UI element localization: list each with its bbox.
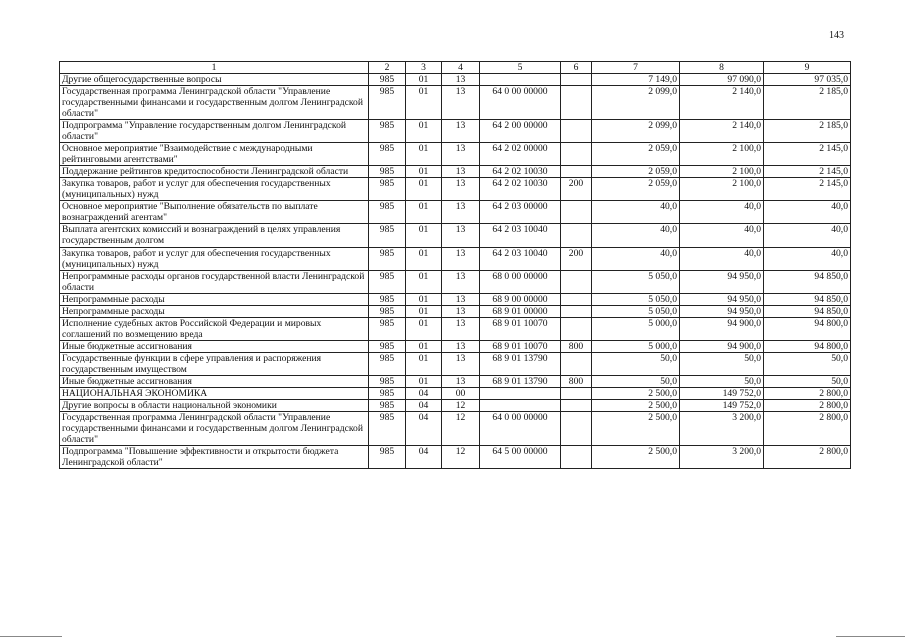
row-value-cell: 2 500,0 <box>592 446 680 469</box>
row-value-cell <box>561 305 592 317</box>
row-value-cell: 5 000,0 <box>592 340 680 352</box>
row-value-cell: 2 140,0 <box>680 86 764 120</box>
table-row <box>60 399 851 411</box>
row-value-cell: 40,0 <box>592 224 680 247</box>
row-value-cell: 13 <box>442 305 480 317</box>
row-value-cell: 01 <box>406 224 442 247</box>
row-value-cell: 2 099,0 <box>592 86 680 120</box>
row-name-cell: Другие вопросы в области национальной экономики <box>60 399 369 411</box>
row-value-cell: 01 <box>406 74 442 86</box>
row-value-cell: 68 9 01 10070 <box>480 317 561 340</box>
row-value-cell <box>561 224 592 247</box>
row-value-cell: 2 145,0 <box>764 143 851 166</box>
table-row <box>60 143 851 166</box>
row-name-cell: Непрограммные расходы <box>60 305 369 317</box>
row-value-cell: 985 <box>369 270 406 293</box>
row-value-cell: 50,0 <box>592 352 680 375</box>
row-value-cell: 01 <box>406 340 442 352</box>
row-name-cell: Подпрограмма "Повышение эффективности и открытости бюджета Ленинградской области" <box>60 446 369 469</box>
row-value-cell: 2 145,0 <box>764 166 851 178</box>
row-name-cell: Выплата агентских комиссий и вознаграждений в целях управления государственным долгом <box>60 224 369 247</box>
row-value-cell: 985 <box>369 446 406 469</box>
row-value-cell: 13 <box>442 166 480 178</box>
row-value-cell <box>561 143 592 166</box>
row-name-cell: Поддержание рейтингов кредитоспособности Ленинградской области <box>60 166 369 178</box>
col-header: 5 <box>480 62 561 74</box>
row-value-cell: 94 900,0 <box>680 340 764 352</box>
row-value-cell <box>561 86 592 120</box>
row-value-cell: 94 950,0 <box>680 305 764 317</box>
row-value-cell: 01 <box>406 305 442 317</box>
col-header: 6 <box>561 62 592 74</box>
row-value-cell: 13 <box>442 74 480 86</box>
row-value-cell: 985 <box>369 201 406 224</box>
row-value-cell: 985 <box>369 352 406 375</box>
row-value-cell: 01 <box>406 352 442 375</box>
row-value-cell: 64 5 00 00000 <box>480 446 561 469</box>
row-value-cell: 64 2 02 10030 <box>480 166 561 178</box>
row-value-cell: 985 <box>369 293 406 305</box>
table-row <box>60 166 851 178</box>
row-value-cell: 64 0 00 00000 <box>480 86 561 120</box>
table-body <box>60 74 851 469</box>
col-header: 8 <box>680 62 764 74</box>
row-value-cell: 50,0 <box>592 375 680 387</box>
row-value-cell: 64 2 02 10030 <box>480 178 561 201</box>
col-header: 3 <box>406 62 442 74</box>
row-value-cell <box>480 74 561 86</box>
row-value-cell: 68 0 00 00000 <box>480 270 561 293</box>
row-value-cell: 01 <box>406 317 442 340</box>
row-name-cell: Государственные функции в сфере управления и распоряжения государственным имуществом <box>60 352 369 375</box>
row-value-cell: 64 2 03 00000 <box>480 201 561 224</box>
row-value-cell: 50,0 <box>764 375 851 387</box>
row-name-cell: Государственная программа Ленинградской области "Управление государственными финансами и государственным долгом Ленинградской области" <box>60 411 369 445</box>
row-value-cell: 3 200,0 <box>680 446 764 469</box>
budget-table <box>59 61 851 469</box>
row-value-cell: 01 <box>406 120 442 143</box>
row-value-cell: 800 <box>561 375 592 387</box>
row-value-cell: 13 <box>442 375 480 387</box>
col-header: 4 <box>442 62 480 74</box>
row-value-cell: 2 500,0 <box>592 411 680 445</box>
row-value-cell: 13 <box>442 270 480 293</box>
row-value-cell: 2 100,0 <box>680 166 764 178</box>
row-name-cell: Подпрограмма "Управление государственным долгом Ленинградской области" <box>60 120 369 143</box>
row-value-cell: 40,0 <box>680 247 764 270</box>
row-value-cell: 5 050,0 <box>592 270 680 293</box>
row-value-cell: 68 9 01 13790 <box>480 375 561 387</box>
row-value-cell: 200 <box>561 247 592 270</box>
row-value-cell: 13 <box>442 317 480 340</box>
row-value-cell: 04 <box>406 387 442 399</box>
row-value-cell: 985 <box>369 305 406 317</box>
row-value-cell: 64 0 00 00000 <box>480 411 561 445</box>
row-value-cell: 68 9 00 00000 <box>480 293 561 305</box>
row-value-cell <box>561 270 592 293</box>
row-value-cell: 2 059,0 <box>592 178 680 201</box>
row-value-cell: 01 <box>406 270 442 293</box>
table-row <box>60 446 851 469</box>
table-row <box>60 387 851 399</box>
row-value-cell: 68 9 01 13790 <box>480 352 561 375</box>
row-value-cell: 00 <box>442 387 480 399</box>
row-value-cell: 01 <box>406 201 442 224</box>
row-name-cell: Непрограммные расходы <box>60 293 369 305</box>
row-value-cell: 13 <box>442 178 480 201</box>
row-value-cell: 04 <box>406 446 442 469</box>
row-value-cell: 04 <box>406 411 442 445</box>
row-value-cell: 97 035,0 <box>764 74 851 86</box>
row-value-cell: 2 800,0 <box>764 446 851 469</box>
row-name-cell: Закупка товаров, работ и услуг для обеспечения государственных (муниципальных) нужд <box>60 178 369 201</box>
row-value-cell: 5 050,0 <box>592 305 680 317</box>
row-value-cell: 13 <box>442 86 480 120</box>
row-value-cell: 97 090,0 <box>680 74 764 86</box>
row-value-cell: 01 <box>406 178 442 201</box>
row-value-cell: 149 752,0 <box>680 387 764 399</box>
row-value-cell: 13 <box>442 340 480 352</box>
row-value-cell: 94 800,0 <box>764 317 851 340</box>
row-name-cell: Другие общегосударственные вопросы <box>60 74 369 86</box>
row-value-cell: 2 500,0 <box>592 387 680 399</box>
scan-edge-line <box>0 636 62 637</box>
row-name-cell: Закупка товаров, работ и услуг для обеспечения государственных (муниципальных) нужд <box>60 247 369 270</box>
row-value-cell: 13 <box>442 293 480 305</box>
row-value-cell: 985 <box>369 411 406 445</box>
row-value-cell: 40,0 <box>764 201 851 224</box>
table-row <box>60 375 851 387</box>
row-value-cell: 01 <box>406 86 442 120</box>
row-value-cell: 2 100,0 <box>680 143 764 166</box>
row-value-cell: 01 <box>406 143 442 166</box>
row-value-cell: 7 149,0 <box>592 74 680 86</box>
row-value-cell <box>561 399 592 411</box>
row-value-cell: 04 <box>406 399 442 411</box>
row-value-cell: 01 <box>406 247 442 270</box>
row-value-cell: 94 850,0 <box>764 305 851 317</box>
table-header-row <box>60 62 851 74</box>
row-value-cell <box>561 317 592 340</box>
table-row <box>60 352 851 375</box>
table-row <box>60 224 851 247</box>
row-value-cell: 2 100,0 <box>680 178 764 201</box>
row-value-cell: 64 2 02 00000 <box>480 143 561 166</box>
row-value-cell: 2 140,0 <box>680 120 764 143</box>
row-value-cell: 200 <box>561 178 592 201</box>
row-value-cell: 2 500,0 <box>592 399 680 411</box>
row-name-cell: Исполнение судебных актов Российской Федерации и мировых соглашений по возмещению вреда <box>60 317 369 340</box>
row-value-cell: 2 800,0 <box>764 387 851 399</box>
row-value-cell <box>561 293 592 305</box>
row-value-cell: 40,0 <box>680 201 764 224</box>
row-value-cell <box>561 411 592 445</box>
row-value-cell: 985 <box>369 340 406 352</box>
row-value-cell: 13 <box>442 352 480 375</box>
row-value-cell: 2 059,0 <box>592 166 680 178</box>
row-value-cell: 50,0 <box>764 352 851 375</box>
row-value-cell: 2 145,0 <box>764 178 851 201</box>
row-value-cell: 12 <box>442 399 480 411</box>
row-value-cell: 985 <box>369 247 406 270</box>
row-value-cell: 01 <box>406 375 442 387</box>
table-row <box>60 293 851 305</box>
row-value-cell <box>480 399 561 411</box>
row-value-cell <box>561 120 592 143</box>
row-value-cell: 985 <box>369 166 406 178</box>
row-value-cell: 2 800,0 <box>764 411 851 445</box>
row-value-cell: 64 2 00 00000 <box>480 120 561 143</box>
col-header: 2 <box>369 62 406 74</box>
row-name-cell: Иные бюджетные ассигнования <box>60 340 369 352</box>
row-value-cell: 64 2 03 10040 <box>480 224 561 247</box>
row-value-cell: 985 <box>369 74 406 86</box>
row-value-cell: 985 <box>369 375 406 387</box>
row-value-cell: 13 <box>442 224 480 247</box>
row-value-cell <box>561 166 592 178</box>
row-value-cell: 01 <box>406 166 442 178</box>
row-value-cell: 94 850,0 <box>764 270 851 293</box>
row-value-cell: 13 <box>442 201 480 224</box>
row-value-cell: 985 <box>369 178 406 201</box>
table-row <box>60 411 851 445</box>
col-header: 1 <box>60 62 369 74</box>
row-value-cell: 40,0 <box>592 247 680 270</box>
row-value-cell: 12 <box>442 411 480 445</box>
row-value-cell: 5 050,0 <box>592 293 680 305</box>
table-row <box>60 317 851 340</box>
row-value-cell: 3 200,0 <box>680 411 764 445</box>
table-row <box>60 74 851 86</box>
row-value-cell: 50,0 <box>680 375 764 387</box>
row-value-cell <box>561 201 592 224</box>
page-number: 143 <box>829 30 844 41</box>
row-value-cell: 13 <box>442 120 480 143</box>
row-value-cell: 12 <box>442 446 480 469</box>
table-row <box>60 86 851 120</box>
table-row <box>60 270 851 293</box>
row-value-cell: 94 850,0 <box>764 293 851 305</box>
row-value-cell: 2 059,0 <box>592 143 680 166</box>
row-value-cell: 985 <box>369 387 406 399</box>
row-name-cell: Основное мероприятие "Взаимодействие с международными рейтинговыми агентствами" <box>60 143 369 166</box>
row-name-cell: Основное мероприятие "Выполнение обязательств по выплате вознаграждений агентам" <box>60 201 369 224</box>
row-value-cell <box>561 352 592 375</box>
row-value-cell: 94 800,0 <box>764 340 851 352</box>
row-value-cell <box>561 446 592 469</box>
row-value-cell: 985 <box>369 224 406 247</box>
row-value-cell: 40,0 <box>592 201 680 224</box>
row-value-cell: 800 <box>561 340 592 352</box>
row-value-cell: 40,0 <box>764 247 851 270</box>
row-value-cell: 94 950,0 <box>680 270 764 293</box>
row-value-cell: 13 <box>442 247 480 270</box>
scan-edge-line <box>836 636 905 637</box>
row-value-cell: 50,0 <box>680 352 764 375</box>
table-row <box>60 247 851 270</box>
row-value-cell: 985 <box>369 399 406 411</box>
row-value-cell: 2 099,0 <box>592 120 680 143</box>
row-name-cell: Иные бюджетные ассигнования <box>60 375 369 387</box>
table-row <box>60 178 851 201</box>
row-value-cell: 40,0 <box>680 224 764 247</box>
row-value-cell: 94 900,0 <box>680 317 764 340</box>
row-value-cell: 13 <box>442 143 480 166</box>
row-value-cell: 2 185,0 <box>764 86 851 120</box>
table-row <box>60 340 851 352</box>
row-value-cell <box>480 387 561 399</box>
row-value-cell <box>561 387 592 399</box>
row-value-cell: 68 9 01 10070 <box>480 340 561 352</box>
row-value-cell: 985 <box>369 86 406 120</box>
row-value-cell: 64 2 03 10040 <box>480 247 561 270</box>
row-value-cell: 2 185,0 <box>764 120 851 143</box>
row-value-cell <box>561 74 592 86</box>
row-value-cell: 5 000,0 <box>592 317 680 340</box>
row-value-cell: 149 752,0 <box>680 399 764 411</box>
table-row <box>60 305 851 317</box>
col-header: 9 <box>764 62 851 74</box>
row-value-cell: 40,0 <box>764 224 851 247</box>
table-row <box>60 201 851 224</box>
row-value-cell: 985 <box>369 317 406 340</box>
row-value-cell: 985 <box>369 120 406 143</box>
row-value-cell: 01 <box>406 293 442 305</box>
row-name-cell: НАЦИОНАЛЬНАЯ ЭКОНОМИКА <box>60 387 369 399</box>
table-row <box>60 120 851 143</box>
col-header: 7 <box>592 62 680 74</box>
row-value-cell: 94 950,0 <box>680 293 764 305</box>
row-value-cell: 985 <box>369 143 406 166</box>
row-value-cell: 2 800,0 <box>764 399 851 411</box>
row-name-cell: Государственная программа Ленинградской области "Управление государственными финансами и государственным долгом Ленинградской области" <box>60 86 369 120</box>
row-name-cell: Непрограммные расходы органов государственной власти Ленинградской области <box>60 270 369 293</box>
row-value-cell: 68 9 01 00000 <box>480 305 561 317</box>
